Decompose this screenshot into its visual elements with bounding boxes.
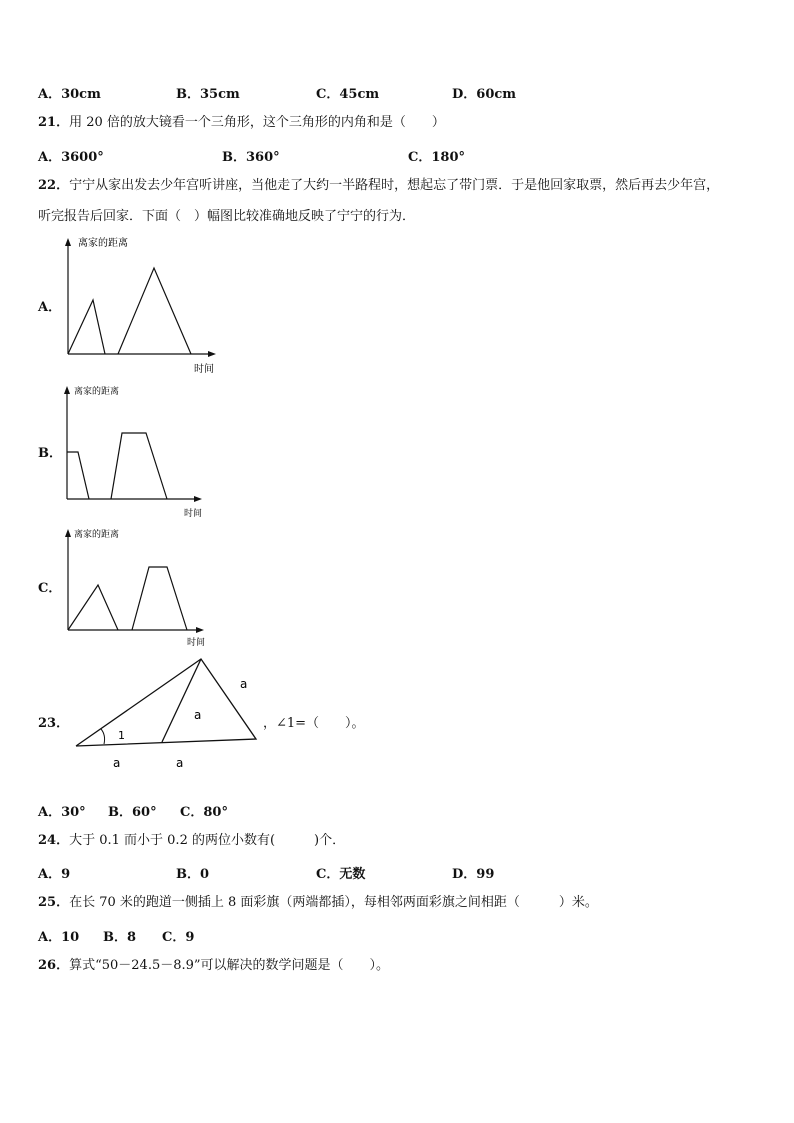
graph-c-path-2 [132, 567, 187, 630]
q22-stem-line1 [38, 177, 719, 195]
q23-label-base-right: a [176, 756, 184, 770]
q23-triangle-figure [70, 655, 270, 775]
q24-option-d: D．99 [452, 867, 495, 882]
q20-option-b: B．35cm [176, 87, 240, 102]
q20-option-a: A．30cm [38, 87, 101, 102]
graph-b-x-arrow [194, 496, 202, 502]
q21-number: 21． [38, 115, 70, 130]
graph-a-xlabel: 时间 [194, 364, 214, 375]
graph-a-y-arrow [65, 238, 71, 246]
graph-b-xlabel: 时间 [184, 509, 203, 519]
graph-b-y-arrow [64, 386, 70, 394]
q22-number: 22． [38, 178, 70, 193]
q23-label-mid: a [194, 708, 202, 722]
q21-option-b: B．360° [222, 150, 280, 165]
q24-stem [38, 832, 345, 850]
q24-option-c: C．无数 [316, 867, 366, 882]
q24-option-b: B．0 [176, 867, 210, 882]
q25-option-c: C．9 [162, 930, 195, 945]
q22-graph-b [60, 382, 220, 522]
q25-text: 在长 70 米的跑道一侧插上 8 面彩旗（两端都插），每相邻两面彩旗之间相距（ ）米。 [69, 895, 598, 910]
q24-option-a: A．9 [38, 867, 71, 882]
graph-a-ylabel: 离家的距离 [78, 238, 128, 249]
q22-text-2: 听完报告后回家．下面（ ）幅图比较准确地反映了宁宁的行为． [38, 209, 416, 224]
graph-b-path-2 [111, 433, 167, 499]
q21-text: 用 20 倍的放大镜看一个三角形，这个三角形的内角和是（ ） [69, 115, 445, 130]
q25-stem [38, 894, 598, 912]
q23-option-a: A．30° [38, 805, 86, 820]
q22-graph-b-label: B． [38, 446, 62, 461]
q25-option-b: B．8 [103, 930, 137, 945]
graph-c-ylabel: 离家的距离 [74, 530, 120, 540]
q23-label-right-side: a [240, 677, 248, 691]
q26-number: 26． [38, 958, 70, 973]
q23-inner-segment [162, 659, 201, 742]
q23-option-b: B．60° [108, 805, 157, 820]
graph-a-path-2 [118, 268, 191, 354]
q23-number: 23． [38, 716, 70, 731]
q23-question: ，∠1=（ ）。 [263, 716, 365, 731]
graph-c-path-1 [68, 585, 118, 630]
q23-option-c: C．80° [180, 805, 228, 820]
graph-a-x-arrow [208, 351, 216, 357]
q24-number: 24． [38, 833, 70, 848]
q22-graph-c-label: C． [38, 581, 62, 596]
q20-option-d: D．60cm [452, 87, 517, 102]
graph-c-x-arrow [196, 627, 204, 633]
graph-c-xlabel: 时间 [187, 638, 206, 648]
graph-a-path-1 [68, 300, 105, 354]
q20-option-c: C．45cm [316, 87, 380, 102]
q22-graph-c [60, 524, 220, 650]
q25-option-a: A．10 [38, 930, 80, 945]
q22-graph-a-label: A． [38, 300, 62, 315]
q22-stem-line2 [38, 208, 415, 226]
q22-text-1: 宁宁从家出发去少年宫听讲座，当他走了大约一半路程时，想起忘了带门票．于是他回家取票，然后再去少年宫， [69, 178, 720, 193]
q24-text: 大于 0.1 而小于 0.2 的两位小数有( )个． [69, 833, 346, 848]
graph-b-ylabel: 离家的距离 [74, 387, 120, 397]
q25-number: 25． [38, 895, 70, 910]
q21-option-c: C．180° [408, 150, 465, 165]
q22-graph-a [60, 232, 230, 378]
q23-angle-arc [101, 729, 105, 744]
q26-stem [38, 957, 389, 975]
q21-option-a: A．3600° [38, 150, 104, 165]
q21-stem [38, 114, 445, 132]
graph-b-path-1 [67, 452, 89, 499]
q23-angle-label: 1 [118, 729, 125, 742]
q23-label-base-left: a [113, 756, 121, 770]
q26-text: 算式“50－24.5－8.9”可以解决的数学问题是（ ）。 [69, 958, 390, 973]
graph-c-y-arrow [65, 529, 71, 537]
